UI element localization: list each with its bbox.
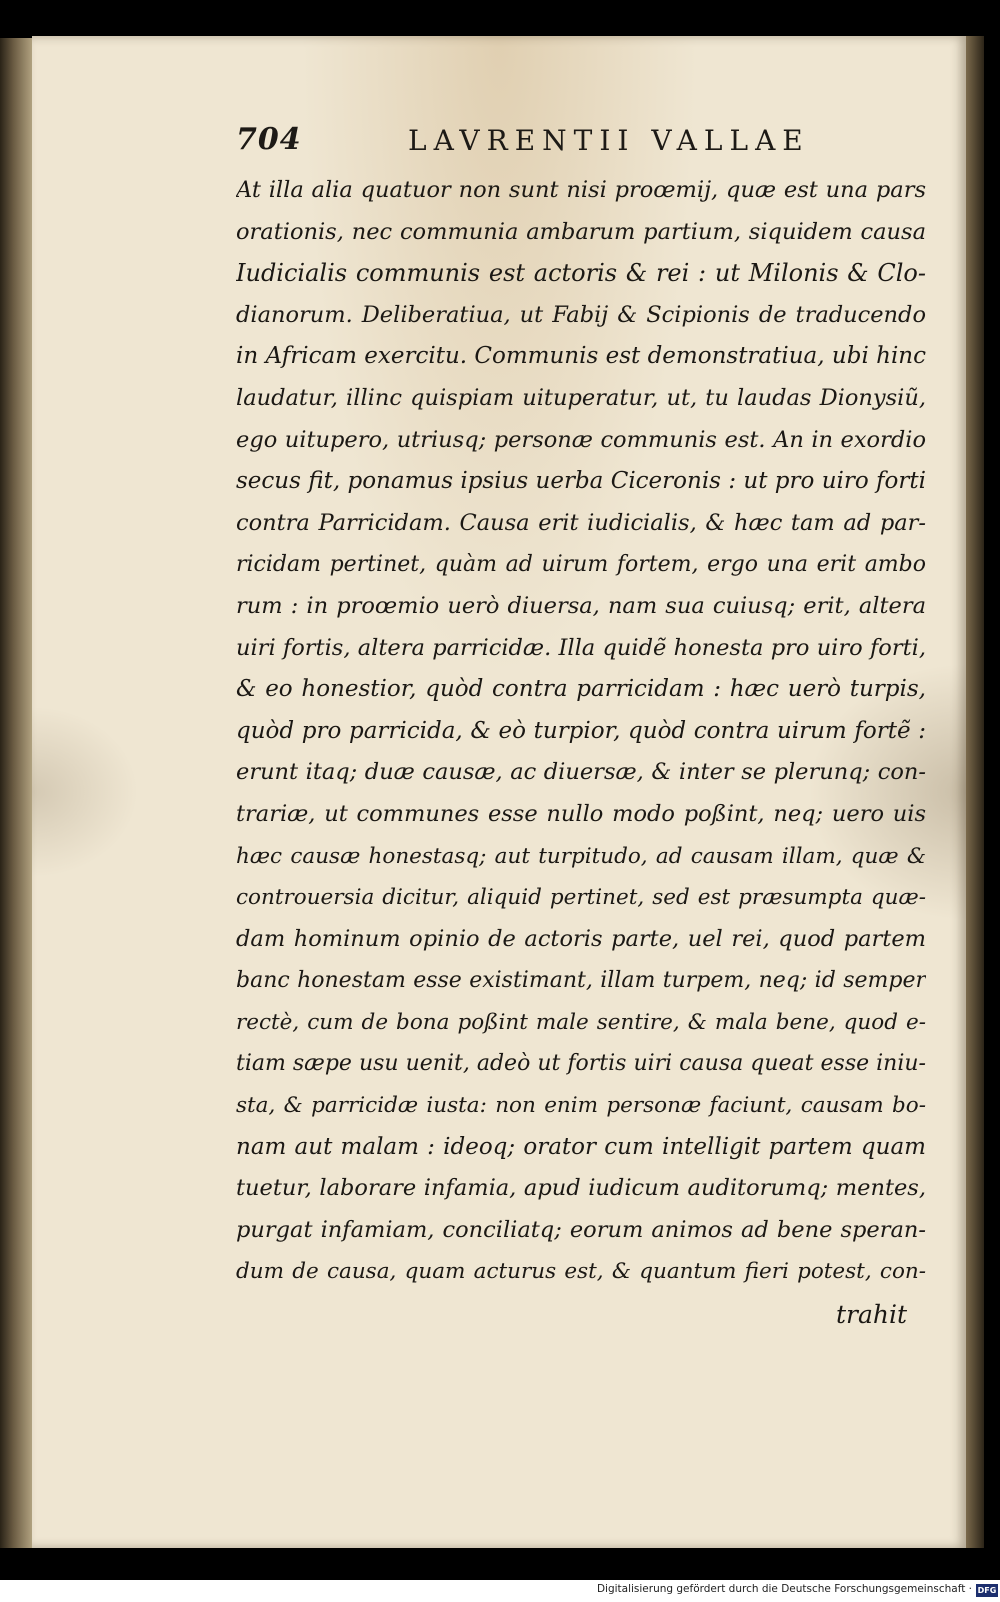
digitization-footer: [0, 1580, 1000, 1602]
page-edge-right: [966, 36, 984, 1548]
text-line: rectè, cum de bona poßint male sentire, & mala bene, quod e-: [236, 1009, 926, 1035]
page-header: [236, 122, 836, 166]
text-line: orationis, nec communia ambarum partium, siquidem causa: [236, 218, 926, 245]
page-edge-left: [0, 38, 34, 1548]
catchword: trahit: [836, 1300, 908, 1329]
text-line: laudatur, illinc quispiam uituperatur, ut, tu laudas Dionysiũ,: [236, 384, 926, 411]
body-text: [236, 170, 926, 1293]
text-line: trariæ, ut communes esse nullo modo poßint, neq; uero uis: [236, 800, 926, 827]
text-line: At illa alia quatuor non sunt nisi proœmij, quæ est una pars: [236, 177, 926, 203]
text-line: rum : in proœmio uerò diuersa, nam sua cuiusq; erit, altera: [236, 592, 926, 619]
text-line: quòd pro parricida, & eò turpior, quòd contra uirum fortẽ :: [236, 717, 926, 744]
text-line: hæc causæ honestasq; aut turpitudo, ad causam illam, quæ &: [236, 843, 926, 869]
text-line: dam hominum opinio de actoris parte, uel rei, quod partem: [236, 925, 926, 952]
text-line: controuersia dicitur, aliquid pertinet, sed est præsumpta quæ-: [236, 885, 926, 911]
text-line: sta, & parricidæ iusta: non enim personæ faciunt, causam bo-: [236, 1093, 926, 1119]
text-line: Iudicialis communis est actoris & rei : ut Milonis & Clo-: [236, 259, 926, 288]
text-line: in Africam exercitu. Communis est demonstratiua, ubi hinc: [236, 343, 926, 370]
text-line: erunt itaq; duæ causæ, ac diuersæ, & inter se plerunq; con-: [236, 759, 926, 786]
text-line: dum de causa, quam acturus est, & quantum fieri potest, con-: [236, 1259, 926, 1285]
text-line: dianorum. Deliberatiua, ut Fabij & Scipionis de traducendo: [236, 301, 926, 328]
text-line: banc honestam esse existimant, illam turpem, neq; id semper: [236, 968, 926, 994]
running-title: LAVRENTII VALLAE: [408, 124, 810, 157]
text-line: purgat infamiam, conciliatq; eorum animos ad bene speran-: [236, 1216, 926, 1243]
text-line: nam aut malam : ideoq; orator cum intelligit partem quam: [236, 1133, 926, 1160]
text-line: secus fit, ponamus ipsius uerba Ciceronis : ut pro uiro forti: [236, 468, 926, 495]
folio-number: 704: [236, 122, 302, 157]
text-line: ricidam pertinet, quàm ad uirum fortem, ergo una erit ambo: [236, 552, 926, 578]
text-line: tuetur, laborare infamia, apud iudicum auditorumq; mentes,: [236, 1175, 926, 1202]
text-line: uiri fortis, altera parricidæ. Illa quidẽ honesta pro uiro forti,: [236, 634, 926, 661]
text-line: contra Parricidam. Causa erit iudicialis, & hæc tam ad par-: [236, 509, 926, 536]
text-line: tiam sæpe usu uenit, adeò ut fortis uiri causa queat esse iniu-: [236, 1051, 926, 1077]
footer-credit: Digitalisierung gefördert durch die Deutsche Forschungsgemeinschaft ·: [596, 1583, 972, 1595]
dfg-logo: DFG: [977, 1586, 997, 1595]
text-line: ego uitupero, utriusq; personæ communis est. An in exordio: [236, 426, 926, 453]
text-line: & eo honestior, quòd contra parricidam : hæc uerò turpis,: [236, 676, 926, 703]
